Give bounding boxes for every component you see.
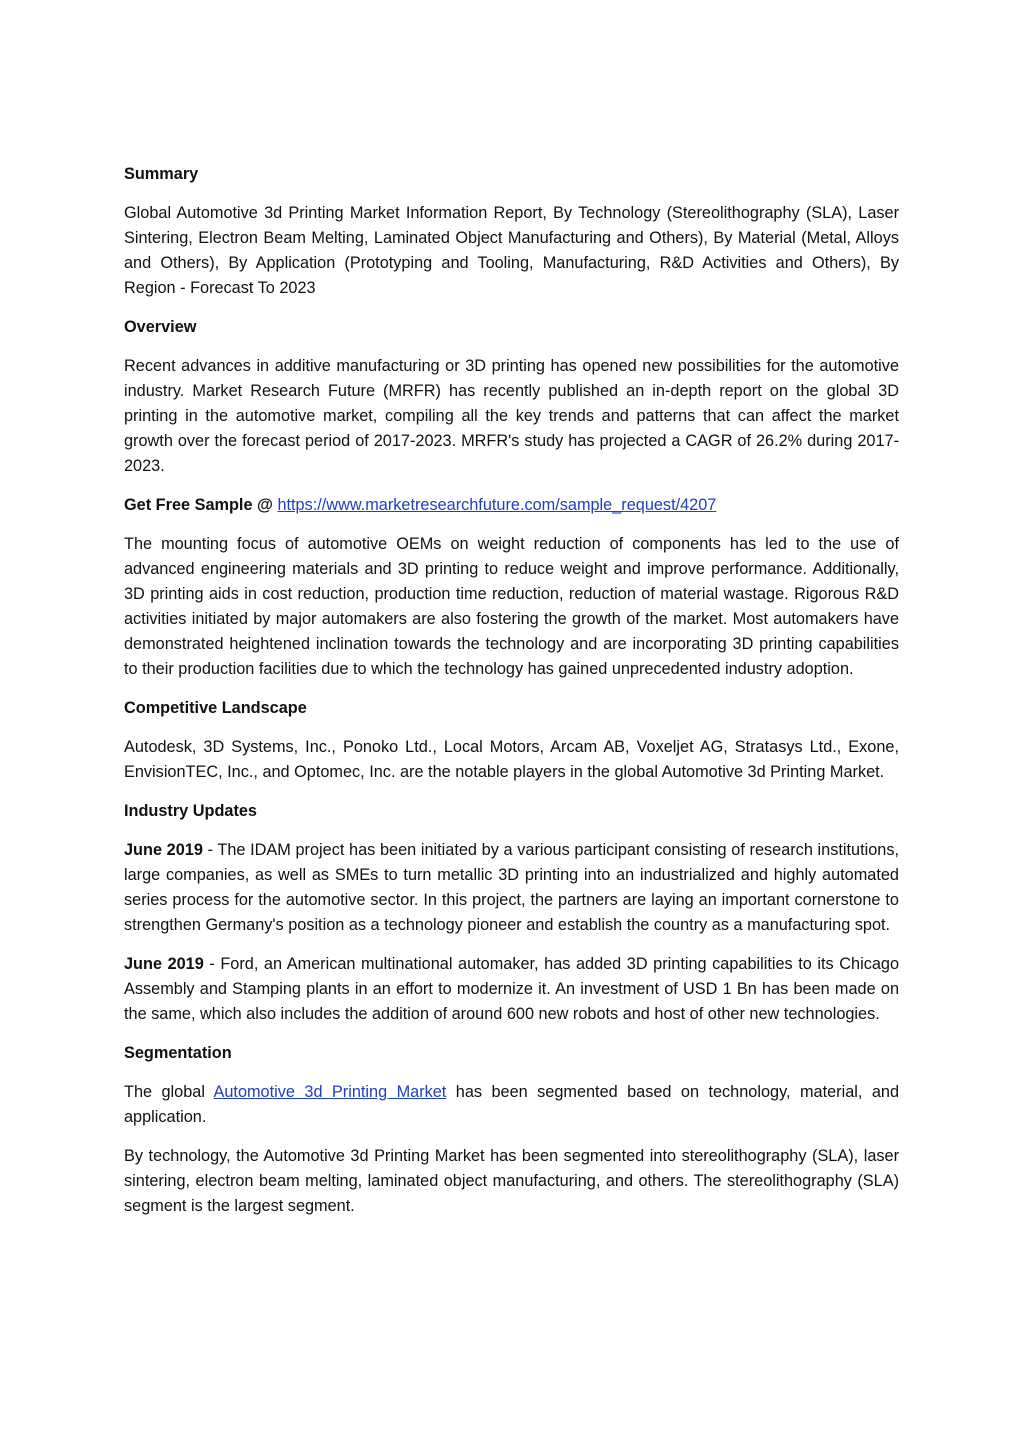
update-item <box>124 838 899 938</box>
competitive-text: Autodesk, 3D Systems, Inc., Ponoko Ltd., Local Motors, Arcam AB, Voxeljet AG, Stratasys Ltd., Exone, EnvisionTEC, Inc., and Optomec, Inc. are the notable players in the global Automotive 3d Printing Market. <box>124 738 899 781</box>
document-page <box>124 162 899 1233</box>
segmentation-intro <box>124 1080 899 1130</box>
segmentation-intro-after: has been segmented based on technology, material, and application. <box>124 1083 900 1126</box>
free-sample-line <box>124 493 899 518</box>
summary-text: Global Automotive 3d Printing Market Information Report, By Technology (Stereolithography (SLA), Laser Sintering, Electron Beam Melting, Laminated Object Manufacturing and Others), By Material (Metal, Alloys and Others), By Application (Prototyping and Tooling, Manufacturing, R&D Activities and Others), By Region - Forecast To 2023 <box>124 204 899 297</box>
update-text: - Ford, an American multinational automaker, has added 3D printing capabilities to its Chicago Assembly and Stamping plants in an effort to modernize it. An investment of USD 1 Bn has been made on the same, which also includes the addition of around 600 new robots and host of other new technologies. <box>124 955 899 1023</box>
free-sample-link[interactable]: https://www.marketresearchfuture.com/sample_request/4207 <box>277 496 717 514</box>
overview-heading: Overview <box>124 318 197 336</box>
segmentation-technology-text: By technology, the Automotive 3d Printing Market has been segmented into stereolithography (SLA), laser sintering, electron beam melting, laminated object manufacturing, and others. The stereolithography (SLA) segment is the largest segment. <box>124 1147 899 1215</box>
segmentation-intro-before: The global <box>124 1083 214 1101</box>
industry-updates-heading: Industry Updates <box>124 802 257 820</box>
segmentation-heading: Segmentation <box>124 1044 232 1062</box>
automotive-3d-printing-market-link[interactable]: Automotive 3d Printing Market <box>213 1083 447 1101</box>
update-date: June 2019 <box>124 841 203 859</box>
summary-heading: Summary <box>124 165 199 183</box>
competitive-heading: Competitive Landscape <box>124 699 307 717</box>
free-sample-label: Get Free Sample @ <box>124 496 273 514</box>
overview-text: Recent advances in additive manufacturing or 3D printing has opened new possibilities for the automotive industry. Market Research Future (MRFR) has recently published an in-depth report on the global 3D printing in the automotive market, compiling all the key trends and patterns that can affect the market growth over the forecast period of 2017-2023. MRFR's study has projected a CAGR of 26.2% during 2017-2023. <box>124 357 899 475</box>
update-text: - The IDAM project has been initiated by a various participant consisting of research institutions, large companies, as well as SMEs to turn metallic 3D printing into an industrialized and highly automated series process for the automotive sector. In this project, the partners are laying an important cornerstone to strengthen Germany's position as a technology pioneer and establish the country as a manufacturing spot. <box>124 841 899 934</box>
drivers-text: The mounting focus of automotive OEMs on weight reduction of components has led to the use of advanced engineering materials and 3D printing to reduce weight and improve performance. Additionally, 3D printing aids in cost reduction, production time reduction, reduction of material wastage. Rigorous R&D activities initiated by major automakers are also fostering the growth of the market. Most automakers have demonstrated heightened inclination towards the technology and are incorporating 3D printing capabilities to their production facilities due to which the technology has gained unprecedented industry adoption. <box>124 535 899 678</box>
update-date: June 2019 <box>124 955 204 973</box>
update-item <box>124 952 899 1027</box>
